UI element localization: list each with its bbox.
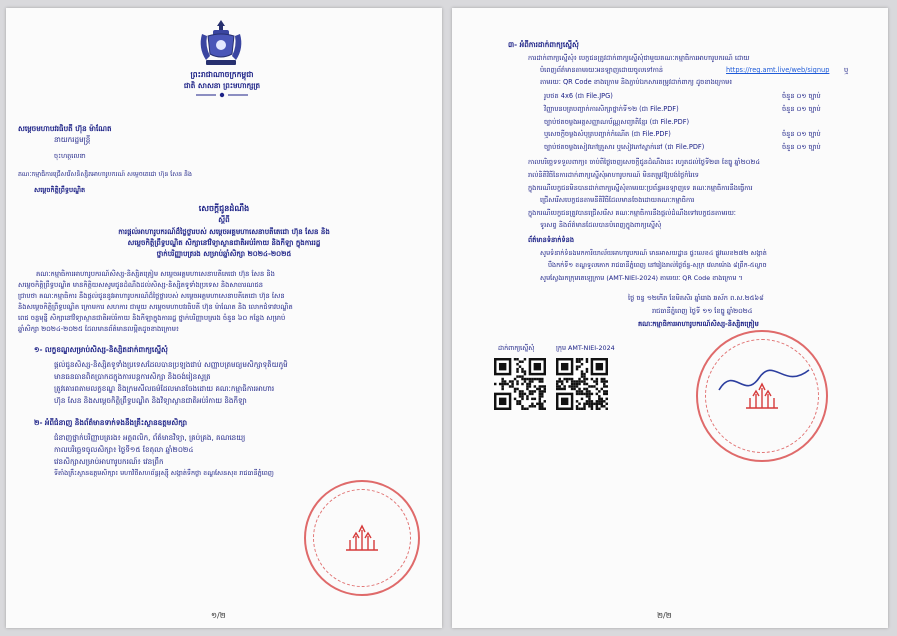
body-line-2: សម្តេចកិត្តិព្រឹទ្ធបណ្ឌិត មានកិត្តិយសសូមជូនដំណឹងដល់សិស្ស-និស្សិតទូទាំងប្រទេស និងសាធារណជន — [18, 281, 264, 289]
qr-label-signup: ដាក់ពាក្យស្នើសុំ — [498, 344, 535, 352]
section-3-rest: រាល់និតិវិធីនៃការដាក់ពាក្យស្នើសុំអាហារូបករណ៍ មិនតម្រូវឱ្យបង់ថ្លៃកំរៃទេ — [528, 171, 699, 179]
section-3-item: បំពេញព័ត៌មានតាមរយៈអនឡាញដោយចូលទៅកាន់ — [540, 66, 664, 74]
kingdom-title: ព្រះរាជាណាចក្រកម្ពុជា — [190, 70, 254, 79]
header-line-1: សម្តេចមហាបវរធិបតី ហ៊ុន ម៉ាណែត — [18, 124, 112, 133]
body-line-6: ឆ្នាំសិក្សា ២០២៤-២០២៥ ដែលមានព័ត៌មានលម្អិតដូចខាងក្រោម៖ — [18, 325, 179, 333]
royal-emblem-icon — [196, 16, 246, 68]
doc-item-name: ច្បាប់ថតចម្លងអត្តសញ្ញាណប័ណ្ណសញ្ជាតិខ្មែរ (ជា File.PDF) — [544, 118, 690, 126]
solar-date: រាជធានីភ្នំពេញ ថ្ងៃទី ១១ ខែធ្នូ ឆ្នាំ២០២៤ — [652, 307, 753, 315]
official-seal-stamp — [304, 480, 420, 596]
section-1-heading: ១- លក្ខខណ្ឌសម្រាប់សិស្ស-និស្សិតដាក់ពាក្យស្នើសុំ — [34, 345, 168, 354]
page-number: ២/២ — [657, 611, 672, 620]
kingdom-motto: ជាតិ សាសនា ព្រះមហាក្សត្រ — [183, 81, 261, 90]
doc-item-name: ច្បាប់ថតចម្លងសៀវភៅគ្រួសារ ឬសៀវភៅស្នាក់នៅ (ជា File.PDF) — [544, 143, 705, 151]
section-2-heading: ២- អំពីជំនាញ និងព័ត៌មានទាក់ទងនឹងគ្រឹះស្ថានឧត្តមសិក្សា — [34, 418, 188, 427]
section-1-item: ហ៊ុន សែន និងសម្តេចកិត្តិព្រឹទ្ធបណ្ឌិត និងវិទ្យាស្ថានជាតិអប់រំកាយ និងកីឡា — [54, 396, 247, 405]
document-page-2 — [452, 8, 888, 628]
section-2-item: កាលបរិច្ឆេទចូលសិក្សា៖ ថ្ងៃទី១៥ ខែតុលា ឆ្នាំ២០២៤ — [54, 445, 194, 454]
signup-qr-code-icon[interactable] — [494, 358, 546, 410]
section-3-rest: ទូរសព្ទ និងព័ត៌មានដែលបានបំពេញក្នុងពាក្យស្នើសុំ — [540, 221, 662, 229]
contact-item: សូមស្វែងរកក្រុមតេឡេក្រាម (AMT-NIEI-2024) តាមរយៈ QR Code ខាងក្រោម ។ — [540, 274, 743, 282]
signup-link[interactable]: https://reg.amt.live/web/signup — [726, 66, 830, 74]
section-3-item: ការដាក់ពាក្យស្នើសុំ៖ បេក្ខជនត្រូវដាក់ពាក្យស្នើសុំជាមួយគណៈកម្មាធិការអាហារូបករណ៍ ដោយ — [528, 54, 750, 62]
section-3-rest: ជ្រើសរើសបេក្ខជនតាមនីតិវិធីដែលមានចែងដោយគណៈកម្មាធិការ — [540, 196, 695, 204]
document-page-1 — [6, 8, 442, 628]
section-1-item: មានធនធានពិតប្រាកដក្នុងការបន្តការសិក្សា និងចង់រៀនសូត្រ — [54, 372, 211, 381]
section-1-item: ផ្តល់ជូនសិស្ស-និស្សិតទូទាំងប្រទេសដែលបានប្រឡងជាប់ សញ្ញាបត្រមធ្យមសិក្សាទុតិយភូមិ — [54, 360, 288, 369]
doc-item-name: វិញ្ញាបនបត្របញ្ជាក់ការសិក្សាថ្នាក់ទី១២ (ជា File.PDF) — [544, 105, 679, 113]
notice-title: សេចក្តីជូនដំណឹង — [198, 204, 250, 213]
notice-subject-line-1: ការផ្តល់អាហារូបករណ៍ដ៏ថ្លៃថ្លារបស់ សម្តេចអគ្គមហាសេនាបតីតេជោ ហ៊ុន សែន និង — [118, 228, 330, 236]
section-3-heading: ៣- អំពីការដាក់ពាក្យស្នើសុំ — [508, 40, 579, 49]
telegram-qr-code-icon[interactable] — [556, 358, 608, 410]
doc-item-qty: ចំនួន ០១ ច្បាប់ — [782, 143, 821, 151]
body-line-1: គណៈកម្មាធិការអាហារូបករណ៍សិស្ស-និស្សិតត្រៀម សម្តេចអគ្គមហាសេនាបតីតេជោ ហ៊ុន សែន និង — [36, 270, 275, 278]
qr-label-telegram: ក្រុម AMT-NIEI-2024 — [556, 344, 615, 352]
body-line-3: ជ្រាបថា គណៈកម្មាធិការ នឹងផ្តល់ជូននូវអាហារូបករណ៍ដ៏ថ្លៃថ្លារបស់ សម្តេចអគ្គមហាសេនាបតីតេជោ ហ៊ុន សែន — [18, 292, 285, 300]
header-line-3: ចុះហត្ថលេខា — [54, 152, 86, 160]
section-3-rest: ក្នុងករណីបេក្ខជនមិនបានដាក់ពាក្យស្នើសុំតាមរយៈប្រព័ន្ធអនឡាញទេ គណៈកម្មាធិការនឹងធ្វើការ — [528, 184, 753, 192]
contact-item: សូមទំនាក់ទំនងមកការិយាល័យអាហារូបករណ៍ មានអាសយដ្ឋាន ផ្ទះលេខ៤ ផ្លូវលេខ២៧២ សង្កាត់ — [540, 249, 767, 257]
doc-item-name: ឬសេចក្តីចម្លងសំបុត្របញ្ជាក់កំណើត (ជា File.PDF) — [544, 130, 671, 138]
body-line-5: ពេជ ចន្ទមុន្នី សិក្សានៅវិទ្យាស្ថានជាតិអប់រំកាយ និងកីឡាក្នុងការរដ្ឋ ថ្នាក់បរិញ្ញាបត្ររង ចំនួន ៦០ កន្លែង សម្រាប់ — [18, 314, 286, 322]
page-number: ១/២ — [211, 611, 226, 620]
doc-item-qty: ចំនួន ០១ ច្បាប់ — [782, 105, 821, 113]
header-line-5: សម្តេចកិត្តិព្រឹទ្ធបណ្ឌិត — [34, 186, 86, 194]
divider-ornament-icon — [196, 92, 248, 98]
doc-item-qty: ចំនួន ០១ ច្បាប់ — [782, 92, 821, 100]
notice-subject-line-2: សម្តេចកិត្តិព្រឹទ្ធបណ្ឌិត សិក្សានៅវិទ្យាស្ថានជាតិអប់រំកាយ និងកីឡា ក្នុងការរដ្ឋ — [127, 239, 321, 247]
section-3-rest: ក្នុងករណីបេក្ខជនត្រូវបានជ្រើសរើស គណៈកម្មាធិការនឹងផ្តល់ដំណឹងទៅបេក្ខជនតាមរយៈ — [528, 209, 736, 217]
temple-seal-icon — [342, 524, 382, 552]
header-line-2: នាយករដ្ឋមន្ត្រី — [54, 135, 91, 144]
lunar-date: ថ្ងៃ ចន្ទ ១២កើត ខែមិគសិរ ឆ្នាំរោង ឆស័ក ព.ស.២៥៦៨ — [628, 294, 764, 302]
link-or-text: ឬ — [844, 66, 849, 74]
body-line-4: និងសម្តេចកិត្តិព្រឹទ្ធបណ្ឌិត ក្រោមការ សហការ ជាមួយ សម្តេចមហាបវរធិបតី ហ៊ុន ម៉ាណែត និង លោកជំទាវបណ្ឌិត — [18, 303, 293, 311]
contact-heading: ព័ត៌មានទំនាក់ទំនង — [528, 236, 575, 244]
contact-item: បឹងកក់ទី១ ខណ្ឌទួលគោក រាជធានីភ្នំពេញ នៅរៀងរាល់ថ្ងៃច័ន្ទ-សុក្រ វេលាម៉ោង ៨ព្រឹក-៥ល្ងាច — [548, 261, 767, 269]
section-1-item: ត្រូវគោរពតាមលក្ខខណ្ឌ និងក្រមសីលធម៌ដែលមានចែងដោយ គណៈកម្មាធិការអាហារ — [54, 384, 275, 393]
section-2-item: វេនសិក្សាសម្រាប់អាហារូបករណ៍៖ វេនព្រឹក — [54, 457, 164, 466]
signature-icon — [714, 360, 814, 400]
doc-item-name: រូបថត 4x6 (ជា File.JPG) — [544, 92, 613, 100]
signatory-title: គណៈកម្មាធិការអាហារូបករណ៍សិស្ស-និស្សិតត្រៀម — [638, 320, 759, 328]
notice-subject-label: ស្តីពី — [218, 215, 230, 224]
doc-item-qty: ចំនួន ០១ ច្បាប់ — [782, 130, 821, 138]
section-3-item: តាមរយៈ QR Code ខាងក្រោម និងភ្ជាប់ឯកសារតម្រូវដាក់ពាក្យ ដូចខាងក្រោម៖ — [540, 78, 733, 86]
notice-subject-line-3: ថ្នាក់បរិញ្ញាបត្ររង សម្រាប់ឆ្នាំសិក្សា ២០២៤-២០២៥ — [156, 250, 292, 258]
header-line-4: គណៈកម្មាធិការជ្រើសរើសនិស្សិតអាហារូបករណ៍ សម្តេចតេជោ ហ៊ុន សែន និង — [18, 171, 192, 178]
section-2-item: ជំនាញថ្នាក់បរិញ្ញាបត្ររង៖ អត្តពលិក, ព័ត៌មានវិទ្យា, គ្រប់គ្រង, គណនេយ្យ — [54, 433, 246, 442]
section-2-item: ទីតាំងគ្រឹះស្ថានឧត្តមសិក្សា៖ មហាវិថីសហព័ន្ធរុស្ស៊ី សង្កាត់ទឹកថ្លា ខណ្ឌសែនសុខ រាជធានីភ្នំពេញ — [54, 469, 274, 477]
section-3-rest: កាលបរិច្ឆេទទទួលពាក្យ៖ ចាប់ពីថ្ងៃចេញសេចក្តីជូនដំណឹងនេះ រហូតដល់ថ្ងៃទី២៣ ខែធ្នូ ឆ្នាំ២០២៤ — [528, 158, 761, 166]
